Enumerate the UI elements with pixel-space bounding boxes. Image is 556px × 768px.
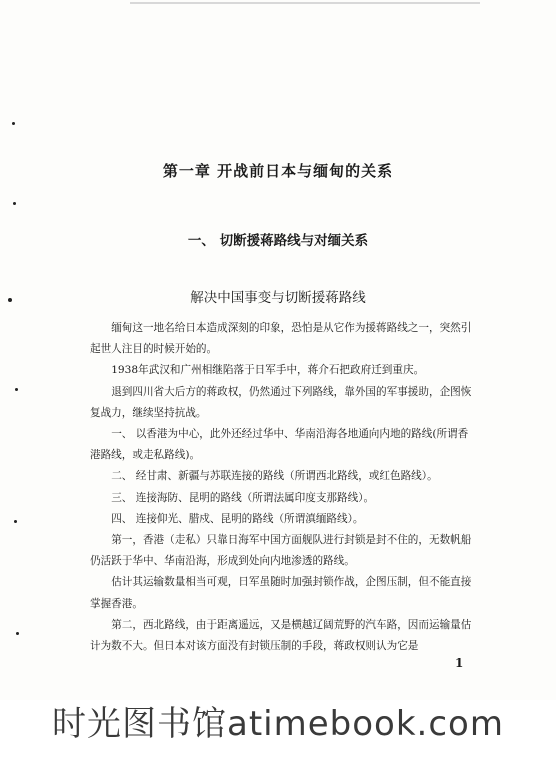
scan-speck: [16, 632, 19, 635]
list-paragraph: 三、 连接海防、昆明的路线（所谓法属印度支那路线）。: [111, 491, 375, 504]
list-paragraph: 二、 经甘肃、新疆与苏联连接的路线（所谓西北路线，或红色路线）。: [111, 470, 438, 483]
page-number: 1: [455, 656, 464, 670]
paragraph: 第一，香港（走私）只靠日海军中国方面舰队进行封锁是封不住的，无数帆船仍活跃于华中、华南沿海，形成到处向内地渗透的路线。: [90, 534, 472, 568]
scan-speck: [15, 388, 18, 391]
scan-speck: [13, 202, 16, 205]
body-text: [90, 318, 472, 657]
list-paragraph: 四、 连接仰光、腊戍、昆明的路线（所谓滇缅路线）。: [111, 512, 364, 525]
paragraph: 第二，西北路线，由于距离遥远，又是横越辽阔荒野的汽车路，因而运输量估计为数不大。但日本对该方面没有封锁压制的手段，蒋政权则认为它是: [90, 618, 472, 653]
subsection-title: 解决中国事变与切断援蒋路线: [190, 290, 366, 306]
list-paragraph: 一、 以香港为中心，此外还经过华中、华南沿海各地通向内地的路线(所谓香港路线，或走私路线)。: [90, 428, 469, 462]
paragraph: 缅甸这一地名给日本造成深刻的印象，恐怕是从它作为援蒋路线之一，突然引起世人注目的时候开始的。: [90, 322, 472, 356]
section-title: 一、 切断援蒋路线与对缅关系: [187, 233, 369, 249]
paragraph: 1938年武汉和广州相继陷落于日军手中，蒋介石把政府迁到重庆。: [111, 364, 425, 377]
paragraph: 估计其运输数量相当可观，日军虽随时加强封锁作战，企图压制，但不能直接掌握香港。: [90, 576, 472, 610]
paragraph: 退到四川省大后方的蒋政权，仍然通过下列路线，靠外国的军事援助，企图恢复战力，继续坚持抗战。: [90, 385, 472, 419]
chapter-title: 第一章 开战前日本与缅甸的关系: [162, 162, 394, 180]
watermark: 时光图书馆atimebook.com: [0, 700, 556, 768]
scan-edge-line: [130, 2, 480, 4]
scan-speck: [12, 122, 15, 125]
scan-speck: [14, 520, 17, 523]
